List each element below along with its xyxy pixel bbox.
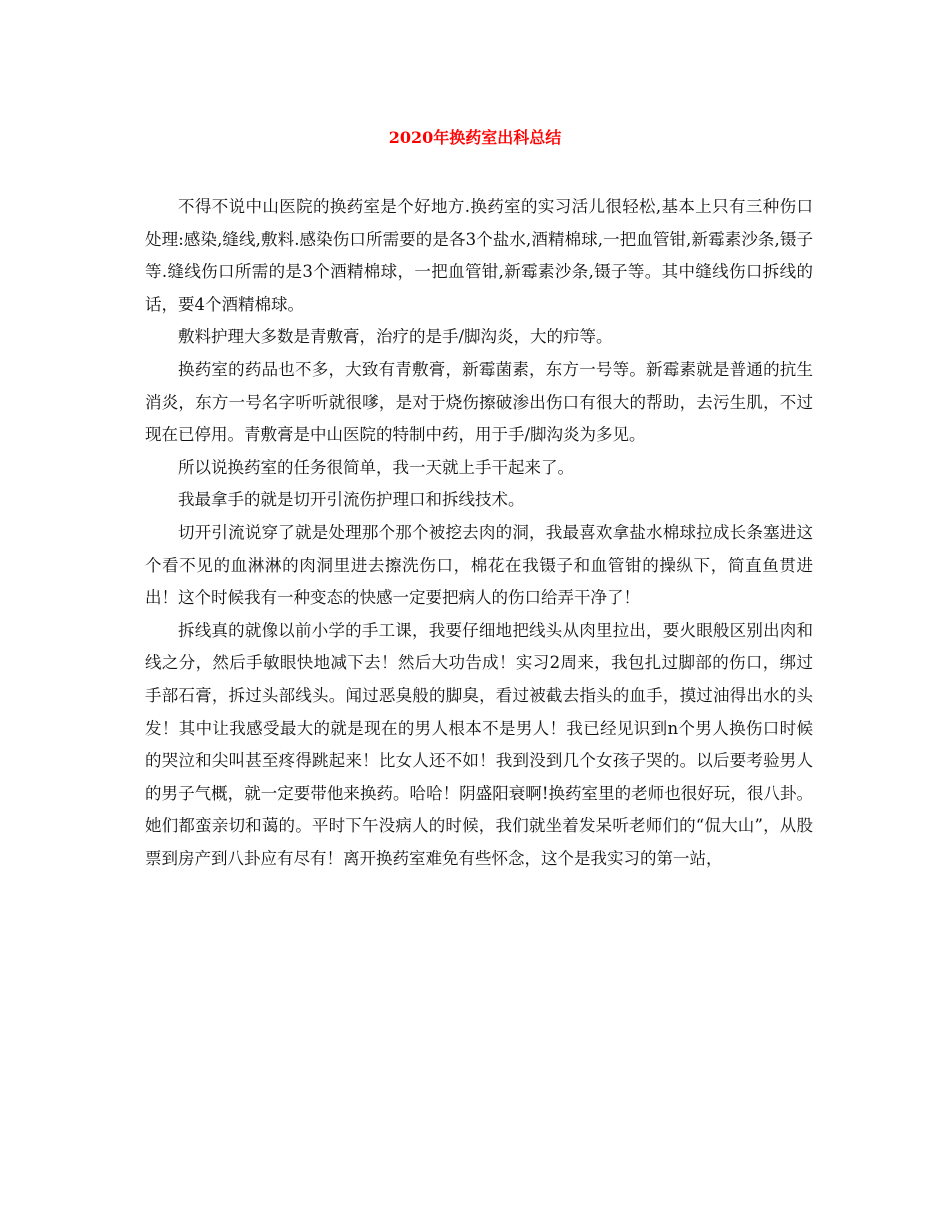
document-body [145, 191, 813, 875]
document-title: 2020年换药室出科总结 [388, 128, 562, 147]
paragraph-drainage: 切开引流说穿了就是处理那个那个被挖去肉的洞，我最喜欢拿盐水棉球拉成长条塞进这个看不见的血淋淋的肉洞里进去擦洗伤口，棉花在我镊子和血管钳的操纵下，简直鱼贯进出！这个时候我有一种变态的快感一定要把病人的伤口给弄干净了！ [145, 522, 813, 608]
paragraph-intro: 不得不说中山医院的换药室是个好地方.换药室的实习活儿很轻松,基本上只有三种伤口处理:感染,缝线,敷料.感染伤口所需要的是各3个盐水,酒精棉球,一把血管钳,新霉素沙条,镊子等.缝线伤口所需的是3个酒精棉球，一把血管钳,新霉素沙条,镊子等。其中缝线伤口拆线的话，要4个酒精棉球。 [145, 197, 813, 314]
paragraph-medicines: 换药室的药品也不多，大致有青敷膏，新霉菌素，东方一号等。新霉素就是普通的抗生消炎，东方一号名字听听就很嗲，是对于烧伤擦破渗出伤口有很大的帮助，去污生肌，不过现在已停用。青敷膏是中山医院的特制中药，用于手/脚沟炎为多见。 [145, 359, 813, 445]
paragraph-suture-removal: 拆线真的就像以前小学的手工课，我要仔细地把线头从肉里拉出，要火眼般区别出肉和线之分，然后手敏眼快地减下去！然后大功告成！实习2周来，我包扎过脚部的伤口，绑过手部石膏，拆过头部线头。闻过恶臭般的脚臭，看过被截去指头的血手，摸过油得出水的头发！其中让我感受最大的就是现在的男人根本不是男人！我已经见识到n个男人换伤口时候的哭泣和尖叫甚至疼得跳起来！比女人还不如！我到没到几个女孩子哭的。以后要考验男人的男子气概，就一定要带他来换药。哈哈！阴盛阳衰啊!换药室里的老师也很好玩，很八卦。她们都蛮亲切和蔼的。平时下午没病人的时候，我们就坐着发呆听老师们的“侃大山”，从股票到房产到八卦应有尽有！离开换药室难免有些怀念，这个是我实习的第一站， [145, 620, 813, 868]
paragraph-dressing: 敷料护理大多数是青敷膏，治疗的是手/脚沟炎，大的疖等。 [178, 327, 613, 347]
paragraph-skills: 我最拿手的就是切开引流伤护理口和拆线技术。 [178, 490, 525, 510]
paragraph-tasks: 所以说换药室的任务很简单，我一天就上手干起来了。 [178, 457, 574, 477]
